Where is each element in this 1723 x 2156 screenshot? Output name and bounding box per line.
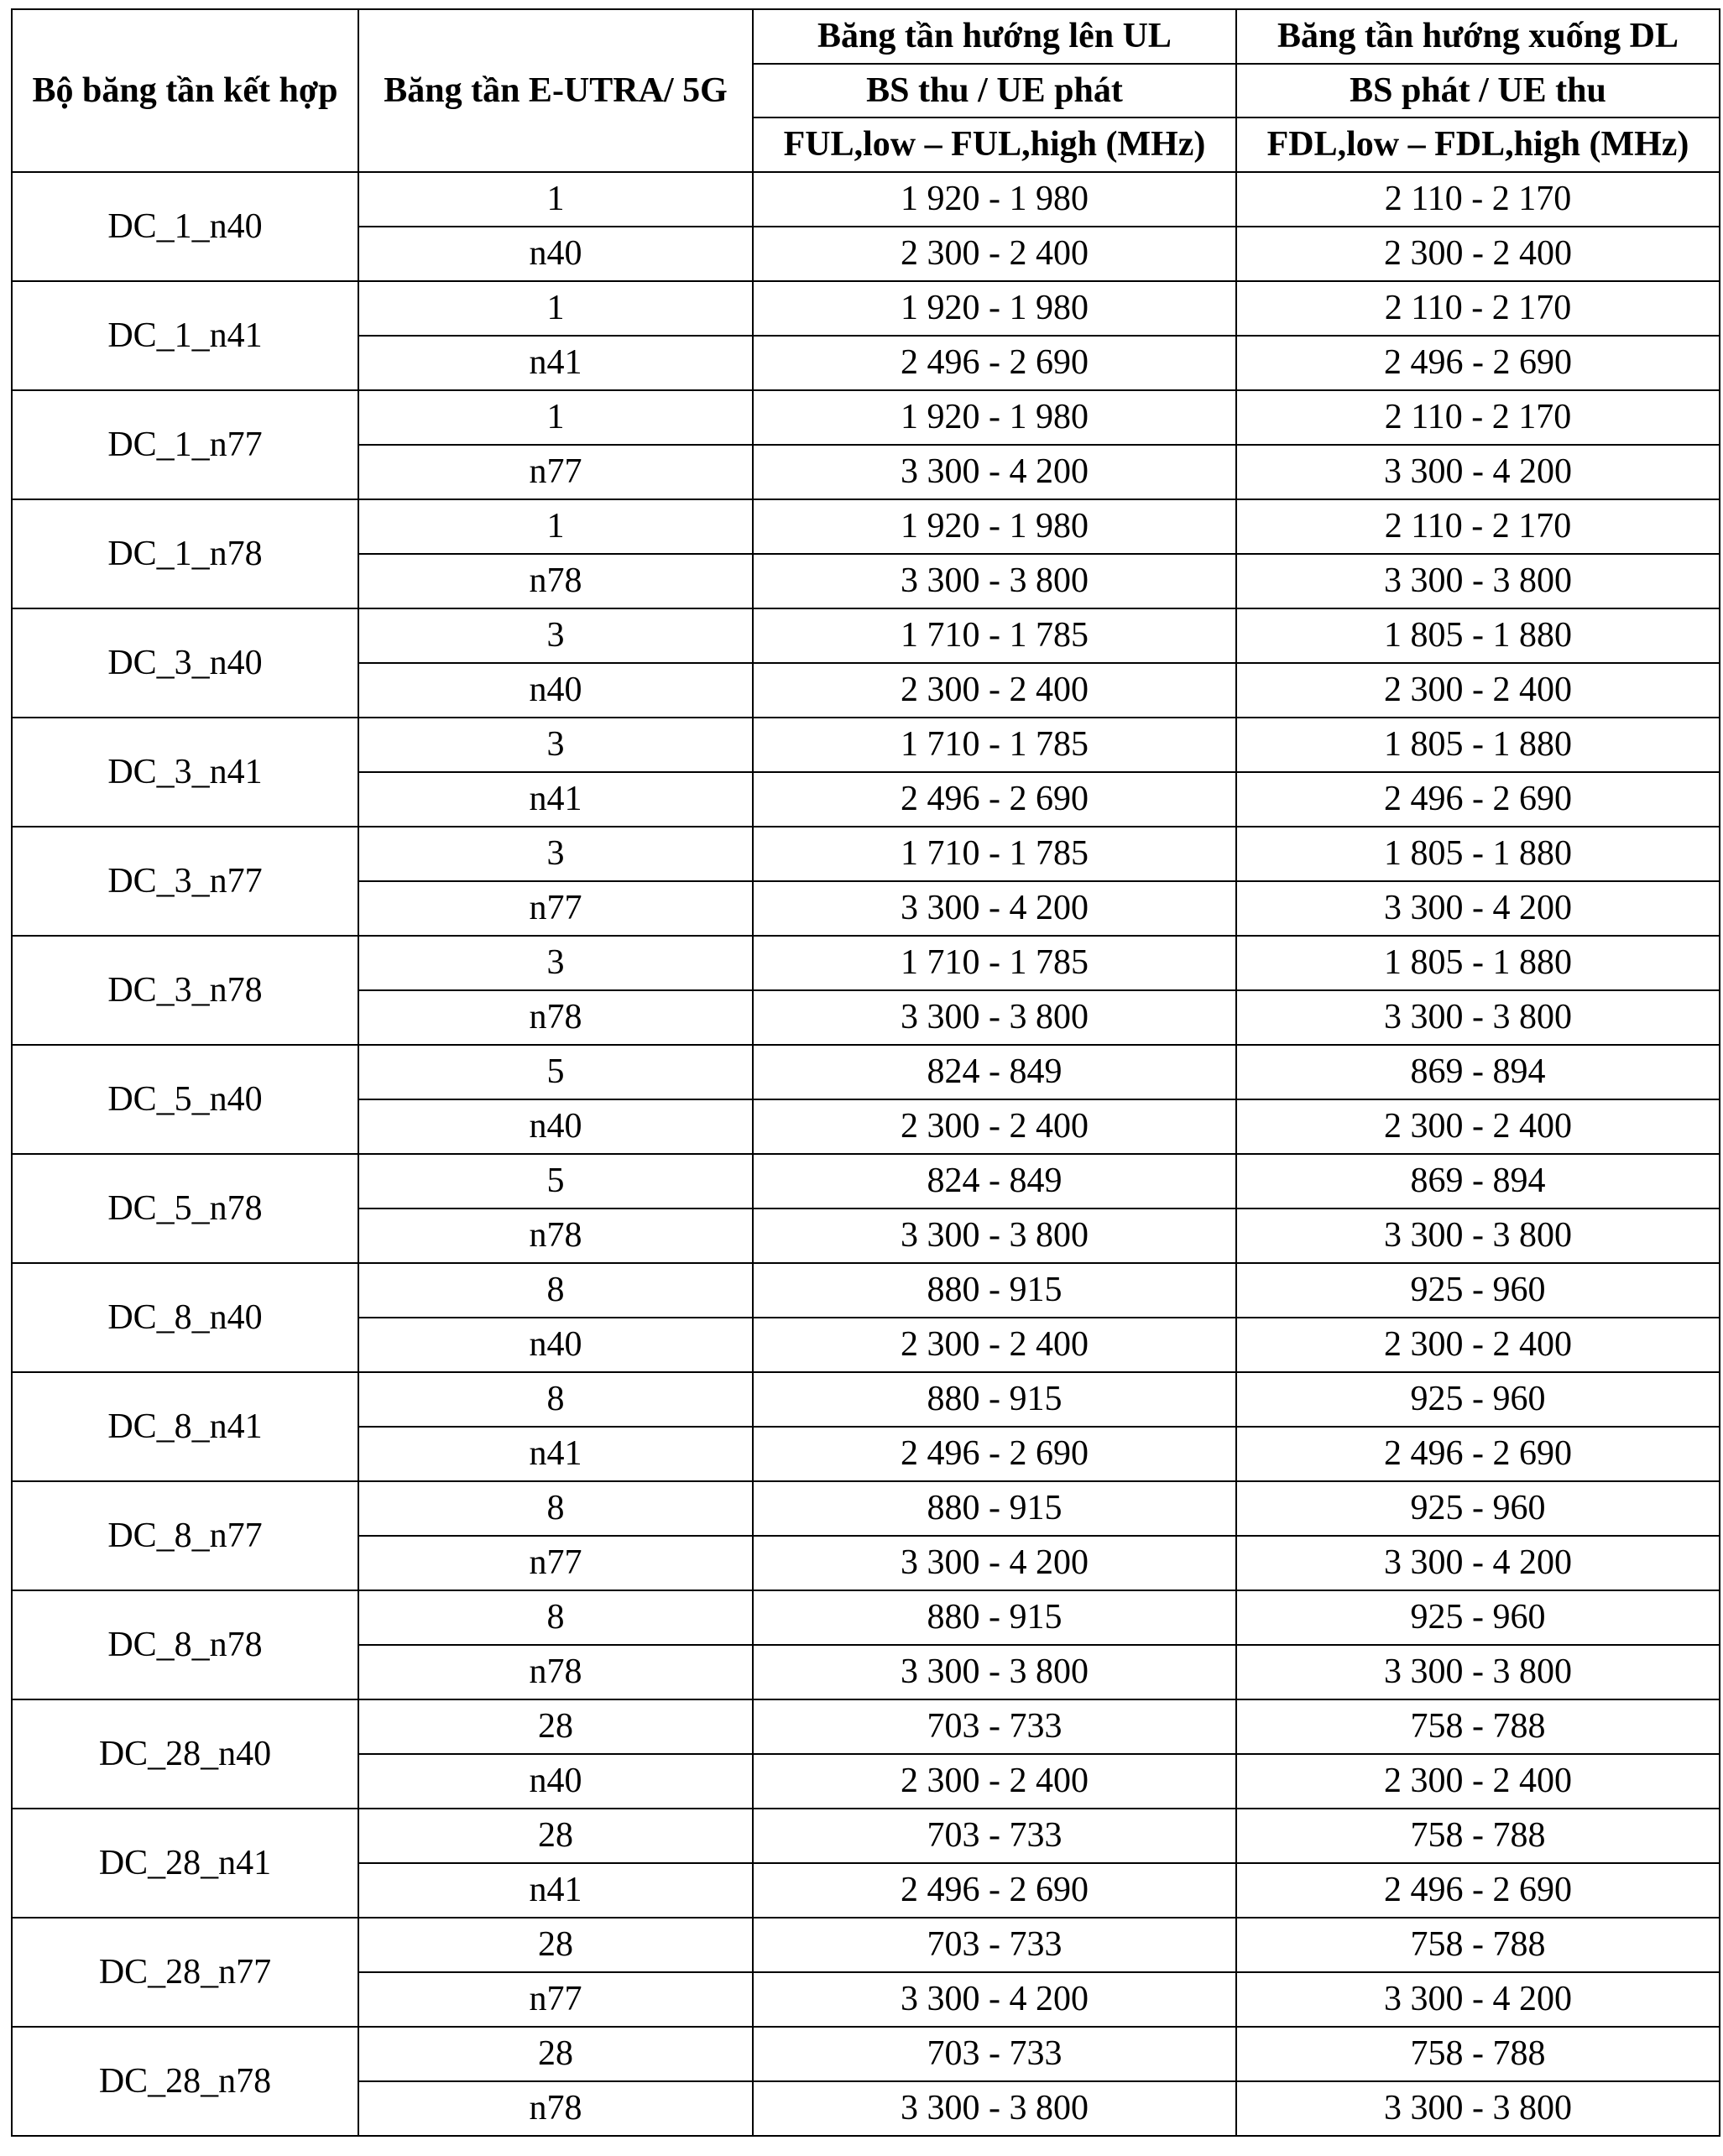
table-row [12, 1699, 1720, 1754]
ul-range-cell: 703 - 733 [753, 1918, 1236, 1972]
ul-range-cell: 1 710 - 1 785 [753, 827, 1236, 881]
band-cell: 8 [358, 1590, 753, 1645]
band-cell: n41 [358, 1863, 753, 1918]
combo-cell: DC_8_n77 [12, 1481, 358, 1590]
ul-range-cell: 703 - 733 [753, 1699, 1236, 1754]
dl-range-cell: 2 110 - 2 170 [1236, 281, 1720, 336]
dl-range-cell: 1 805 - 1 880 [1236, 608, 1720, 663]
table-body [12, 172, 1720, 2136]
band-cell: n78 [358, 1645, 753, 1699]
band-cell: 28 [358, 2027, 753, 2081]
band-cell: 3 [358, 608, 753, 663]
dl-range-cell: 3 300 - 3 800 [1236, 2081, 1720, 2136]
combo-cell: DC_8_n40 [12, 1263, 358, 1372]
ul-range-cell: 2 496 - 2 690 [753, 336, 1236, 390]
table-row [12, 172, 1720, 227]
table-row [12, 1372, 1720, 1427]
ul-range-cell: 1 920 - 1 980 [753, 172, 1236, 227]
band-cell: n40 [358, 1754, 753, 1809]
ul-range-cell: 1 710 - 1 785 [753, 936, 1236, 990]
table-row [12, 1263, 1720, 1318]
table-row [12, 1590, 1720, 1645]
table-row [12, 1045, 1720, 1099]
band-cell: 3 [358, 718, 753, 772]
band-cell: n78 [358, 2081, 753, 2136]
band-cell: 28 [358, 1809, 753, 1863]
band-cell: n78 [358, 1209, 753, 1263]
table-row [12, 499, 1720, 554]
band-cell: n77 [358, 881, 753, 936]
ul-range-cell: 1 920 - 1 980 [753, 499, 1236, 554]
combo-cell: DC_8_n41 [12, 1372, 358, 1481]
combo-cell: DC_1_n78 [12, 499, 358, 608]
dl-range-cell: 2 110 - 2 170 [1236, 390, 1720, 445]
dl-range-cell: 2 496 - 2 690 [1236, 772, 1720, 827]
band-cell: 1 [358, 172, 753, 227]
ul-range-cell: 2 496 - 2 690 [753, 1863, 1236, 1918]
dl-range-cell: 3 300 - 4 200 [1236, 445, 1720, 499]
band-combination-table [11, 8, 1720, 2137]
dl-range-cell: 1 805 - 1 880 [1236, 936, 1720, 990]
ul-range-cell: 2 300 - 2 400 [753, 1318, 1236, 1372]
band-cell: n41 [358, 1427, 753, 1481]
band-cell: 28 [358, 1918, 753, 1972]
band-cell: n40 [358, 663, 753, 718]
band-cell: n41 [358, 772, 753, 827]
dl-range-cell: 925 - 960 [1236, 1590, 1720, 1645]
header-band: Băng tần E-UTRA/ 5G [358, 9, 753, 172]
band-cell: 8 [358, 1481, 753, 1536]
combo-cell: DC_3_n41 [12, 718, 358, 827]
ul-range-cell: 1 710 - 1 785 [753, 718, 1236, 772]
table-header [12, 9, 1720, 172]
ul-range-cell: 3 300 - 3 800 [753, 554, 1236, 608]
dl-range-cell: 758 - 788 [1236, 1699, 1720, 1754]
combo-cell: DC_3_n77 [12, 827, 358, 936]
band-cell: n41 [358, 336, 753, 390]
ul-range-cell: 2 300 - 2 400 [753, 663, 1236, 718]
combo-cell: DC_28_n78 [12, 2027, 358, 2136]
dl-range-cell: 1 805 - 1 880 [1236, 718, 1720, 772]
combo-cell: DC_8_n78 [12, 1590, 358, 1699]
ul-range-cell: 2 496 - 2 690 [753, 772, 1236, 827]
ul-range-cell: 703 - 733 [753, 2027, 1236, 2081]
dl-range-cell: 2 110 - 2 170 [1236, 499, 1720, 554]
band-cell: n78 [358, 554, 753, 608]
combo-cell: DC_3_n40 [12, 608, 358, 718]
table-row [12, 1918, 1720, 1972]
ul-range-cell: 2 496 - 2 690 [753, 1427, 1236, 1481]
dl-range-cell: 758 - 788 [1236, 1809, 1720, 1863]
dl-range-cell: 2 300 - 2 400 [1236, 1099, 1720, 1154]
ul-range-cell: 824 - 849 [753, 1045, 1236, 1099]
ul-range-cell: 3 300 - 3 800 [753, 1209, 1236, 1263]
combo-cell: DC_5_n40 [12, 1045, 358, 1154]
band-cell: 28 [358, 1699, 753, 1754]
ul-range-cell: 880 - 915 [753, 1481, 1236, 1536]
ul-range-cell: 3 300 - 4 200 [753, 1972, 1236, 2027]
band-cell: n40 [358, 1099, 753, 1154]
ul-range-cell: 2 300 - 2 400 [753, 1099, 1236, 1154]
header-ul-sub: BS thu / UE phát [753, 64, 1236, 118]
dl-range-cell: 758 - 788 [1236, 1918, 1720, 1972]
ul-range-cell: 1 920 - 1 980 [753, 281, 1236, 336]
dl-range-cell: 3 300 - 4 200 [1236, 1972, 1720, 2027]
ul-range-cell: 3 300 - 4 200 [753, 445, 1236, 499]
dl-range-cell: 2 300 - 2 400 [1236, 1318, 1720, 1372]
ul-range-cell: 1 710 - 1 785 [753, 608, 1236, 663]
dl-range-cell: 2 300 - 2 400 [1236, 663, 1720, 718]
band-cell: 5 [358, 1045, 753, 1099]
ul-range-cell: 3 300 - 4 200 [753, 1536, 1236, 1590]
dl-range-cell: 2 300 - 2 400 [1236, 1754, 1720, 1809]
combo-cell: DC_28_n40 [12, 1699, 358, 1809]
band-cell: 8 [358, 1372, 753, 1427]
band-cell: 1 [358, 281, 753, 336]
dl-range-cell: 3 300 - 3 800 [1236, 1645, 1720, 1699]
header-dl-title: Băng tần hướng xuống DL [1236, 9, 1720, 64]
table-row [12, 827, 1720, 881]
ul-range-cell: 880 - 915 [753, 1590, 1236, 1645]
dl-range-cell: 758 - 788 [1236, 2027, 1720, 2081]
band-cell: n77 [358, 1972, 753, 2027]
band-cell: 1 [358, 390, 753, 445]
dl-range-cell: 925 - 960 [1236, 1263, 1720, 1318]
table-row [12, 1154, 1720, 1209]
band-cell: n78 [358, 990, 753, 1045]
band-cell: n40 [358, 227, 753, 281]
table-row [12, 936, 1720, 990]
combo-cell: DC_3_n78 [12, 936, 358, 1045]
combo-cell: DC_1_n40 [12, 172, 358, 281]
dl-range-cell: 3 300 - 4 200 [1236, 1536, 1720, 1590]
header-ul-range: FUL,low – FUL,high (MHz) [753, 117, 1236, 172]
dl-range-cell: 925 - 960 [1236, 1372, 1720, 1427]
band-cell: n77 [358, 445, 753, 499]
combo-cell: DC_1_n77 [12, 390, 358, 499]
header-dl-range: FDL,low – FDL,high (MHz) [1236, 117, 1720, 172]
ul-range-cell: 2 300 - 2 400 [753, 1754, 1236, 1809]
table-row [12, 1809, 1720, 1863]
table-row [12, 608, 1720, 663]
band-cell: 1 [358, 499, 753, 554]
dl-range-cell: 2 300 - 2 400 [1236, 227, 1720, 281]
band-cell: 5 [358, 1154, 753, 1209]
ul-range-cell: 880 - 915 [753, 1263, 1236, 1318]
band-cell: n40 [358, 1318, 753, 1372]
dl-range-cell: 2 496 - 2 690 [1236, 1427, 1720, 1481]
header-ul-title: Băng tần hướng lên UL [753, 9, 1236, 64]
combo-cell: DC_5_n78 [12, 1154, 358, 1263]
ul-range-cell: 703 - 733 [753, 1809, 1236, 1863]
dl-range-cell: 3 300 - 3 800 [1236, 990, 1720, 1045]
table-row [12, 2027, 1720, 2081]
ul-range-cell: 3 300 - 3 800 [753, 2081, 1236, 2136]
header-combo: Bộ băng tần kết hợp [12, 9, 358, 172]
dl-range-cell: 2 496 - 2 690 [1236, 1863, 1720, 1918]
table-row [12, 281, 1720, 336]
dl-range-cell: 3 300 - 4 200 [1236, 881, 1720, 936]
band-cell: 3 [358, 827, 753, 881]
dl-range-cell: 1 805 - 1 880 [1236, 827, 1720, 881]
dl-range-cell: 869 - 894 [1236, 1045, 1720, 1099]
dl-range-cell: 2 110 - 2 170 [1236, 172, 1720, 227]
dl-range-cell: 3 300 - 3 800 [1236, 1209, 1720, 1263]
combo-cell: DC_28_n77 [12, 1918, 358, 2027]
dl-range-cell: 925 - 960 [1236, 1481, 1720, 1536]
ul-range-cell: 3 300 - 4 200 [753, 881, 1236, 936]
header-dl-sub: BS phát / UE thu [1236, 64, 1720, 118]
combo-cell: DC_28_n41 [12, 1809, 358, 1918]
band-cell: 3 [358, 936, 753, 990]
band-cell: 8 [358, 1263, 753, 1318]
band-cell: n77 [358, 1536, 753, 1590]
table-row [12, 718, 1720, 772]
ul-range-cell: 880 - 915 [753, 1372, 1236, 1427]
table-row [12, 390, 1720, 445]
combo-cell: DC_1_n41 [12, 281, 358, 390]
table-row [12, 1481, 1720, 1536]
dl-range-cell: 3 300 - 3 800 [1236, 554, 1720, 608]
ul-range-cell: 2 300 - 2 400 [753, 227, 1236, 281]
ul-range-cell: 1 920 - 1 980 [753, 390, 1236, 445]
ul-range-cell: 3 300 - 3 800 [753, 1645, 1236, 1699]
ul-range-cell: 824 - 849 [753, 1154, 1236, 1209]
ul-range-cell: 3 300 - 3 800 [753, 990, 1236, 1045]
dl-range-cell: 869 - 894 [1236, 1154, 1720, 1209]
dl-range-cell: 2 496 - 2 690 [1236, 336, 1720, 390]
